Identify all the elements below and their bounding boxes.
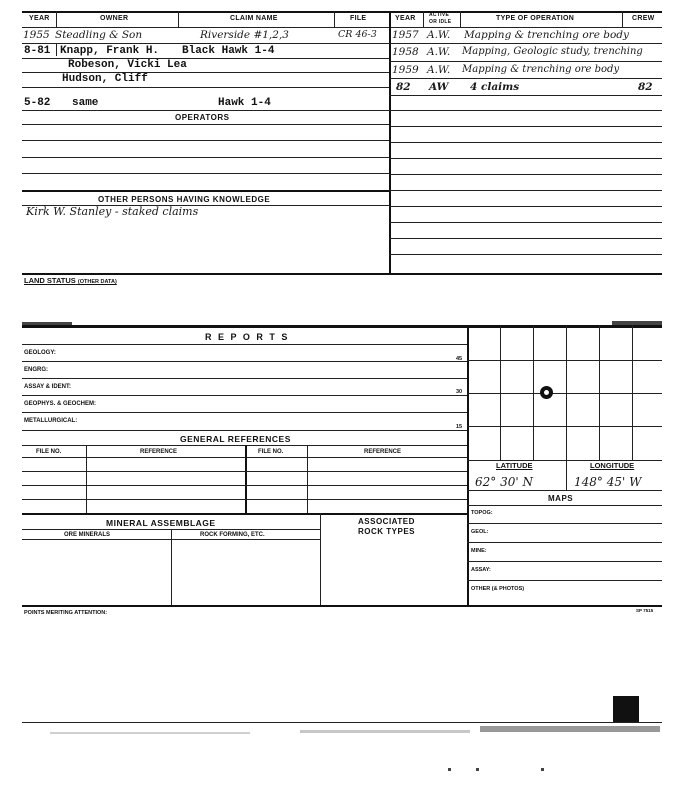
ops-row-3-status: A.W. bbox=[427, 64, 451, 76]
ops-row-3-year: 1959 bbox=[392, 64, 419, 76]
maps-title: MAPS bbox=[548, 494, 574, 503]
ops-row-1-year: 1957 bbox=[392, 29, 419, 41]
report-geology-label: GEOLOGY: bbox=[24, 350, 56, 356]
ops-row-2-type: Mapping, Geologic study, trenching bbox=[462, 46, 643, 57]
claim-row-5-owner: same bbox=[72, 97, 99, 109]
general-ref-file-no-1: FILE NO. bbox=[36, 449, 62, 455]
ops-type-header: TYPE OF OPERATION bbox=[496, 15, 575, 22]
general-references-title: GENERAL REFERENCES bbox=[180, 434, 291, 444]
rock-forming-label: ROCK FORMING, ETC. bbox=[200, 532, 265, 538]
ops-row-3-type: Mapping & trenching ore body bbox=[462, 64, 620, 75]
location-marker-icon bbox=[540, 386, 553, 399]
other-persons-entry: Kirk W. Stanley - staked claims bbox=[26, 205, 199, 218]
scan-artifact-block bbox=[613, 696, 639, 722]
ops-row-4-status: AW bbox=[429, 81, 449, 93]
file-header: FILE bbox=[350, 15, 367, 22]
maps-mine-label: MINE: bbox=[471, 548, 487, 554]
report-engrg-label: ENGRG: bbox=[24, 367, 48, 373]
claim-row-5-year: 5-82 bbox=[24, 97, 51, 109]
ops-row-4-type: 4 claims bbox=[470, 81, 520, 93]
form-number: SP 7515 bbox=[636, 608, 654, 613]
latitude-label: LATITUDE bbox=[496, 461, 533, 470]
ore-minerals-label: ORE MINERALS bbox=[64, 532, 111, 538]
claim-row-1-year: 1955 bbox=[23, 29, 50, 41]
year-header: YEAR bbox=[29, 15, 50, 22]
reports-title: R E P O R T S bbox=[205, 332, 290, 342]
claim-name-header: CLAIM NAME bbox=[230, 15, 278, 22]
ops-row-4-year: 82 bbox=[396, 81, 411, 93]
land-status-sub: (OTHER DATA) bbox=[77, 279, 117, 285]
associated-rock-line-2: ROCK TYPES bbox=[358, 527, 416, 536]
longitude-label: LONGITUDE bbox=[590, 461, 635, 470]
general-ref-reference-1: REFERENCE bbox=[140, 449, 178, 455]
claim-row-1-owner: Steadling & Son bbox=[55, 29, 143, 41]
claim-row-4-owner: Hudson, Cliff bbox=[62, 73, 148, 85]
ops-row-1-type: Mapping & trenching ore body bbox=[464, 29, 629, 41]
grid-number-30: 30 bbox=[456, 389, 463, 395]
longitude-value: 148° 45' W bbox=[574, 475, 642, 489]
latitude-value: 62° 30' N bbox=[475, 475, 533, 489]
report-metallurgical-label: METALLURGICAL: bbox=[24, 418, 78, 424]
claim-row-3-owner: Robeson, Vicki Lea bbox=[68, 59, 187, 71]
grid-number-45: 45 bbox=[456, 356, 463, 362]
ops-active-header-2: OR IDLE bbox=[429, 19, 452, 25]
points-meriting-label: POINTS MERITING ATTENTION: bbox=[24, 610, 108, 616]
ops-year-header: YEAR bbox=[395, 15, 416, 22]
ops-row-1-status: A.W. bbox=[427, 29, 451, 41]
mineral-assemblage-title: MINERAL ASSEMBLAGE bbox=[106, 518, 216, 528]
general-ref-reference-2: REFERENCE bbox=[364, 449, 402, 455]
claim-row-1-claim: Riverside #1,2,3 bbox=[200, 29, 289, 41]
claim-row-1-file: CR 46-3 bbox=[338, 29, 377, 40]
ops-row-2-status: A.W. bbox=[427, 46, 451, 58]
general-ref-file-no-2: FILE NO. bbox=[258, 449, 284, 455]
ops-active-header-1: ACTIVE bbox=[429, 12, 450, 18]
claim-row-2-year: 8-81 bbox=[24, 45, 51, 57]
claim-row-5-claim: Hawk 1-4 bbox=[218, 97, 271, 109]
maps-other-label: OTHER (& PHOTOS) bbox=[471, 586, 525, 592]
operators-label: OPERATORS bbox=[175, 113, 230, 122]
ops-crew-header: CREW bbox=[632, 15, 655, 22]
land-status-label bbox=[24, 276, 117, 285]
claim-row-2-claim: Black Hawk 1-4 bbox=[182, 45, 275, 57]
claim-row-2-owner: Knapp, Frank H. bbox=[60, 45, 160, 57]
maps-geol-label: GEOL: bbox=[471, 529, 489, 535]
associated-rock-line-1: ASSOCIATED bbox=[358, 517, 415, 526]
ops-row-4-crew: 82 bbox=[638, 81, 653, 93]
land-status-title: LAND STATUS bbox=[24, 276, 76, 285]
other-persons-label: OTHER PERSONS HAVING KNOWLEDGE bbox=[98, 195, 271, 204]
report-geophys-label: GEOPHYS. & GEOCHEM: bbox=[24, 401, 97, 407]
ops-row-2-year: 1958 bbox=[392, 46, 419, 58]
maps-topog-label: TOPOG: bbox=[471, 510, 493, 516]
report-assay-label: ASSAY & IDENT: bbox=[24, 384, 72, 390]
grid-number-15: 15 bbox=[456, 424, 463, 430]
maps-assay-label: ASSAY: bbox=[471, 567, 491, 573]
owner-header: OWNER bbox=[100, 15, 129, 22]
